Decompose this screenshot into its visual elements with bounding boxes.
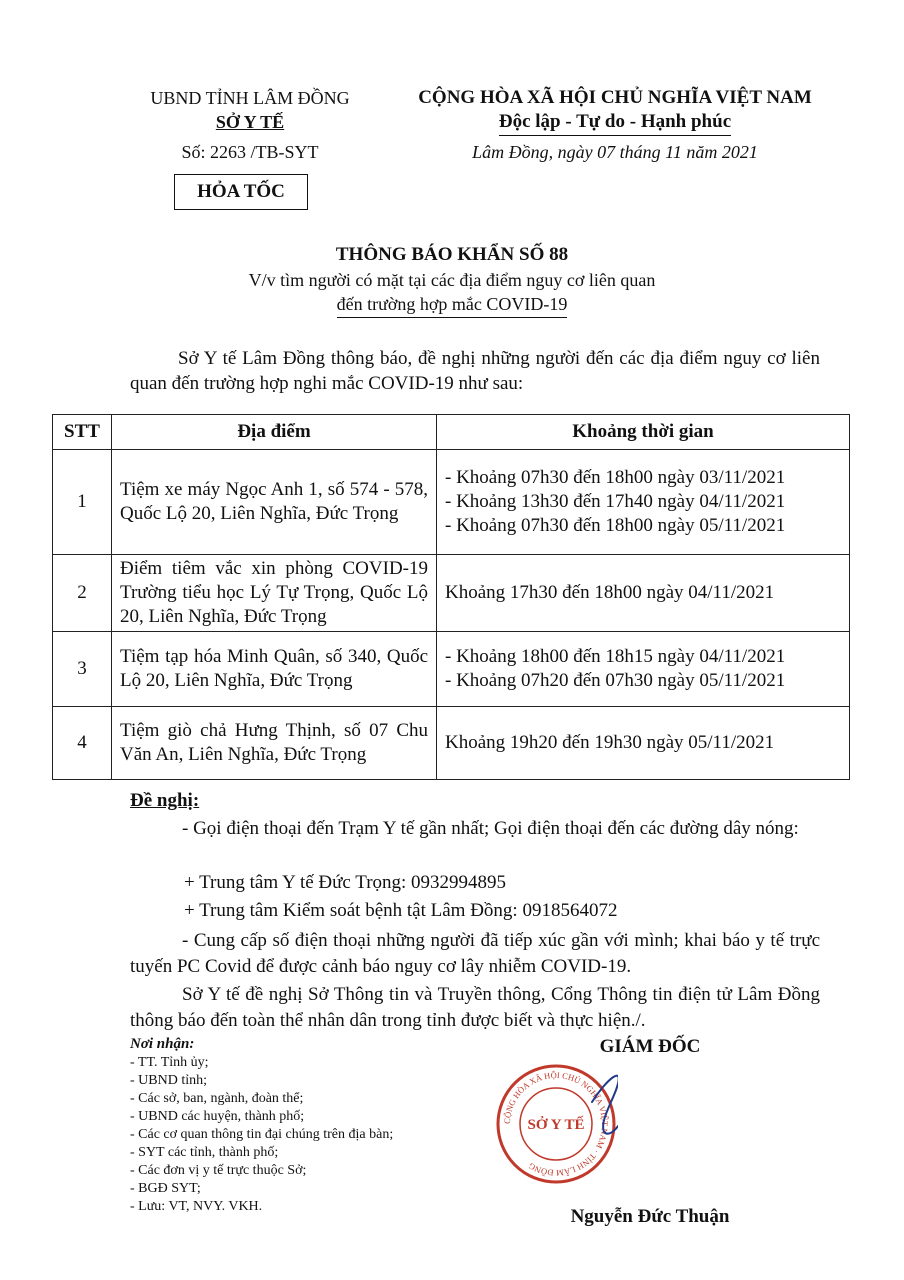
request-item-call-text: - Gọi điện thoại đến Trạm Y tế gần nhất; Gọi điện thoại đến các đường dây nóng: <box>182 818 799 839</box>
time-line: - Khoảng 13h30 đến 17h40 ngày 04/11/2021 <box>445 491 786 512</box>
closing-paragraph <box>130 982 820 1034</box>
row-stt: 2 <box>53 555 112 632</box>
intro-text: Sở Y tế Lâm Đồng thông báo, đề nghị những người đến các địa điểm nguy cơ liên quan đến trường hợp nghi mắc COVID-19 như sau: <box>130 348 820 394</box>
header-stt: STT <box>53 415 112 450</box>
header-time-range: Khoảng thời gian <box>437 415 850 450</box>
list-item: - Lưu: VT, NVY. VKH. <box>130 1199 263 1214</box>
row-location: Tiệm xe máy Ngọc Anh 1, số 574 - 578, Quốc Lộ 20, Liên Nghĩa, Đức Trọng <box>112 450 437 555</box>
seal-ring-textpath: CỘNG HÒA XÃ HỘI CHỦ NGHĨA VIỆT NAM · TỈNH LÂM ĐỒNG <box>501 1069 611 1179</box>
table-header-row <box>53 415 850 450</box>
time-line: - Khoảng 07h30 đến 18h00 ngày 05/11/2021 <box>445 515 786 536</box>
issuing-agency <box>120 86 380 134</box>
recipients-list <box>130 1054 393 1216</box>
time-line: - Khoảng 07h20 đến 07h30 ngày 05/11/2021 <box>445 670 786 691</box>
request-item-call <box>130 816 820 842</box>
republic-name: CỘNG HÒA XÃ HỘI CHỦ NGHĨA VIỆT NAM <box>418 87 812 108</box>
hotline-cdc-lam-dong: + Trung tâm Kiểm soát bệnh tật Lâm Đồng: 0918564072 <box>184 900 618 921</box>
national-title-block <box>395 86 835 136</box>
risk-locations-table <box>52 414 850 780</box>
table-row <box>53 707 850 780</box>
row-time-range <box>437 707 850 780</box>
document-number: Số: 2263 /TB-SYT <box>181 142 319 162</box>
time-line: Khoảng 19h20 đến 19h30 ngày 05/11/2021 <box>445 732 775 753</box>
row-stt: 3 <box>53 632 112 707</box>
table-row <box>53 632 850 707</box>
list-item: - TT. Tỉnh ủy; <box>130 1055 209 1070</box>
time-line: Khoảng 17h30 đến 18h00 ngày 04/11/2021 <box>445 582 775 603</box>
list-item: - Các sở, ban, ngành, đoàn thể; <box>130 1091 304 1106</box>
time-line: - Khoảng 07h30 đến 18h00 ngày 03/11/2021 <box>445 467 786 488</box>
list-item: - UBND tỉnh; <box>130 1073 207 1088</box>
seal-center-text: SỞ Y TẾ <box>527 1117 585 1133</box>
official-seal <box>494 1062 618 1186</box>
recipients-heading: Nơi nhận: <box>130 1036 195 1052</box>
request-item-declare <box>130 928 820 980</box>
issue-date: Lâm Đồng, ngày 07 tháng 11 năm 2021 <box>472 142 758 162</box>
request-heading: Đề nghị: <box>130 790 200 811</box>
row-time-range <box>437 555 850 632</box>
request-item-declare-text: - Cung cấp số điện thoại những người đã tiếp xúc gần với mình; khai báo y tế trực tuyến PC Covid để được cảnh báo nguy cơ lây nhiễm COVID-19. <box>130 930 820 977</box>
row-location: Tiệm tạp hóa Minh Quân, số 340, Quốc Lộ 20, Liên Nghĩa, Đức Trọng <box>112 632 437 707</box>
document-title: THÔNG BÁO KHẨN SỐ 88 <box>335 244 569 265</box>
row-stt: 1 <box>53 450 112 555</box>
subject-line-2: đến trường hợp mắc COVID-19 <box>337 292 568 318</box>
table-row <box>53 450 850 555</box>
document-subject <box>0 268 904 318</box>
agency-department: SỞ Y TẾ <box>215 112 285 132</box>
list-item: - SYT các tỉnh, thành phố; <box>130 1145 279 1160</box>
closing-text: Sở Y tế đề nghị Sở Thông tin và Truyền thông, Cổng Thông tin điện tử Lâm Đồng thông báo đến toàn thể nhân dân trong tỉnh được biết và thực hiện./. <box>130 984 820 1031</box>
row-time-range <box>437 632 850 707</box>
row-time-range <box>437 450 850 555</box>
list-item: - BGĐ SYT; <box>130 1181 201 1196</box>
list-item: - Các đơn vị y tế trực thuộc Sở; <box>130 1163 307 1178</box>
hotline-duc-trong: + Trung tâm Y tế Đức Trọng: 0932994895 <box>184 872 507 893</box>
header-location: Địa điểm <box>112 415 437 450</box>
table-row <box>53 555 850 632</box>
agency-province: UBND TỈNH LÂM ĐỒNG <box>150 88 350 108</box>
subject-line-1: V/v tìm người có mặt tại các địa điểm nguy cơ liên quan <box>248 270 656 290</box>
intro-paragraph <box>130 346 820 396</box>
row-stt: 4 <box>53 707 112 780</box>
national-motto: Độc lập - Tự do - Hạnh phúc <box>499 110 731 136</box>
urgency-stamp: HỎA TỐC <box>174 174 308 210</box>
list-item: - Các cơ quan thông tin đại chúng trên địa bàn; <box>130 1127 394 1142</box>
list-item: - UBND các huyện, thành phố; <box>130 1109 305 1124</box>
signer-title: GIÁM ĐỐC <box>599 1036 701 1057</box>
row-location: Tiệm giò chả Hưng Thịnh, số 07 Chu Văn An, Liên Nghĩa, Đức Trọng <box>112 707 437 780</box>
signer-name: Nguyễn Đức Thuận <box>570 1206 730 1227</box>
time-line: - Khoảng 18h00 đến 18h15 ngày 04/11/2021 <box>445 646 786 667</box>
row-location: Điểm tiêm vắc xin phòng COVID-19 Trường tiểu học Lý Tự Trọng, Quốc Lộ 20, Liên Nghĩa, Đức Trọng <box>112 555 437 632</box>
